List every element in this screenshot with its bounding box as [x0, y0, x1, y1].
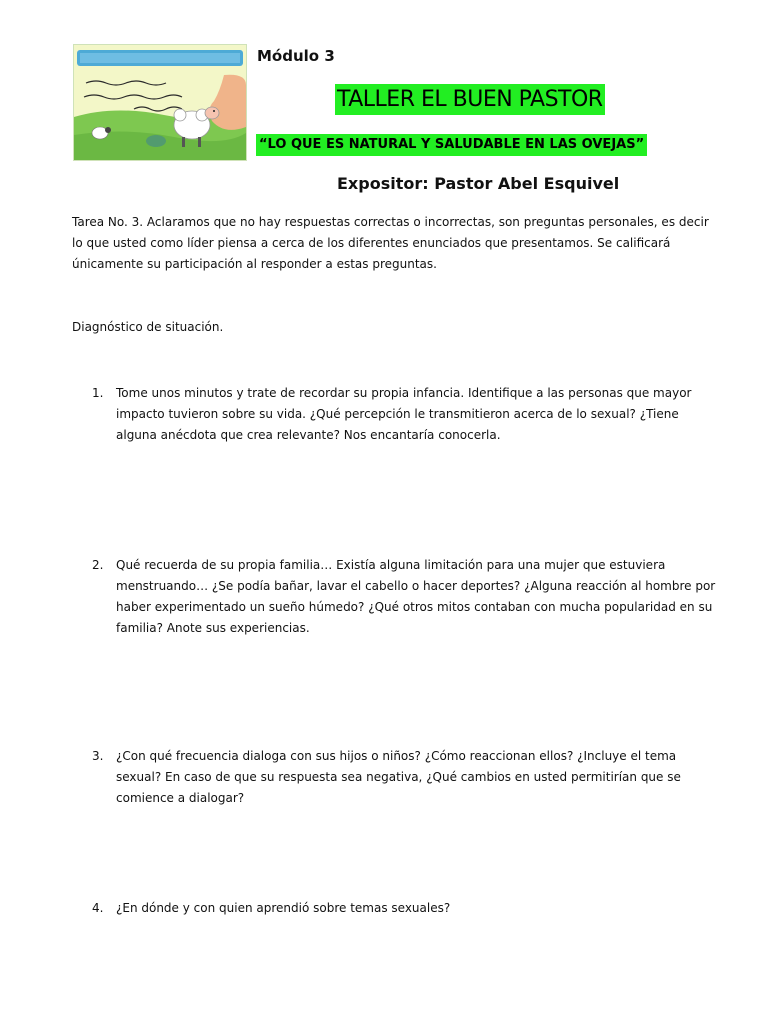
question-text: Tome unos minutos y trate de recordar su propia infancia. Identifique a las personas que mayor impacto tuvieron sobre su vida. ¿Qué percepción le transmitieron acerca de lo sexual? ¿Tiene alguna anécdota que crea relevante? Nos encantaría conocerla. [116, 386, 692, 442]
section-title: Diagnóstico de situación. [72, 320, 224, 334]
module-title: Módulo 3 [257, 47, 335, 65]
question-item [92, 555, 722, 639]
welcome-banner-image [73, 44, 247, 161]
task-intro-paragraph: Tarea No. 3. Aclaramos que no hay respuestas correctas o incorrectas, son preguntas personales, es decir lo que usted como líder piensa a cerca de los diferentes enunciados que presentamos. Se calificará únicamente su participación al responder a estas preguntas. [72, 215, 709, 271]
workshop-title: TALLER EL BUEN PASTOR [335, 84, 605, 115]
question-number: 2. [92, 558, 104, 572]
question-number: 3. [92, 749, 104, 763]
question-item [92, 383, 722, 446]
question-text: Qué recuerda de su propia familia… Existía alguna limitación para una mujer que estuviera menstruando… ¿Se podía bañar, lavar el cabello o hacer deportes? ¿Alguna reacción al hombre por haber experimentado un sueño húmedo? ¿Qué otros mitos contaban con mucha popularidad en su familia? Anote sus experiencias. [116, 558, 716, 635]
question-text: ¿Con qué frecuencia dialoga con sus hijos o niños? ¿Cómo reaccionan ellos? ¿Incluye el tema sexual? En caso de que su respuesta sea negativa, ¿Qué cambios en usted permitirían que se comience a dialogar? [116, 749, 681, 805]
question-item [92, 898, 722, 919]
workshop-subtitle: “LO QUE ES NATURAL Y SALUDABLE EN LAS OVEJAS” [256, 134, 647, 156]
question-number: 4. [92, 901, 104, 915]
banner-illustration [74, 45, 246, 160]
question-number: 1. [92, 386, 104, 400]
question-text: ¿En dónde y con quien aprendió sobre temas sexuales? [116, 901, 451, 915]
question-item [92, 746, 722, 809]
speaker-line: Expositor: Pastor Abel Esquivel [337, 174, 620, 193]
